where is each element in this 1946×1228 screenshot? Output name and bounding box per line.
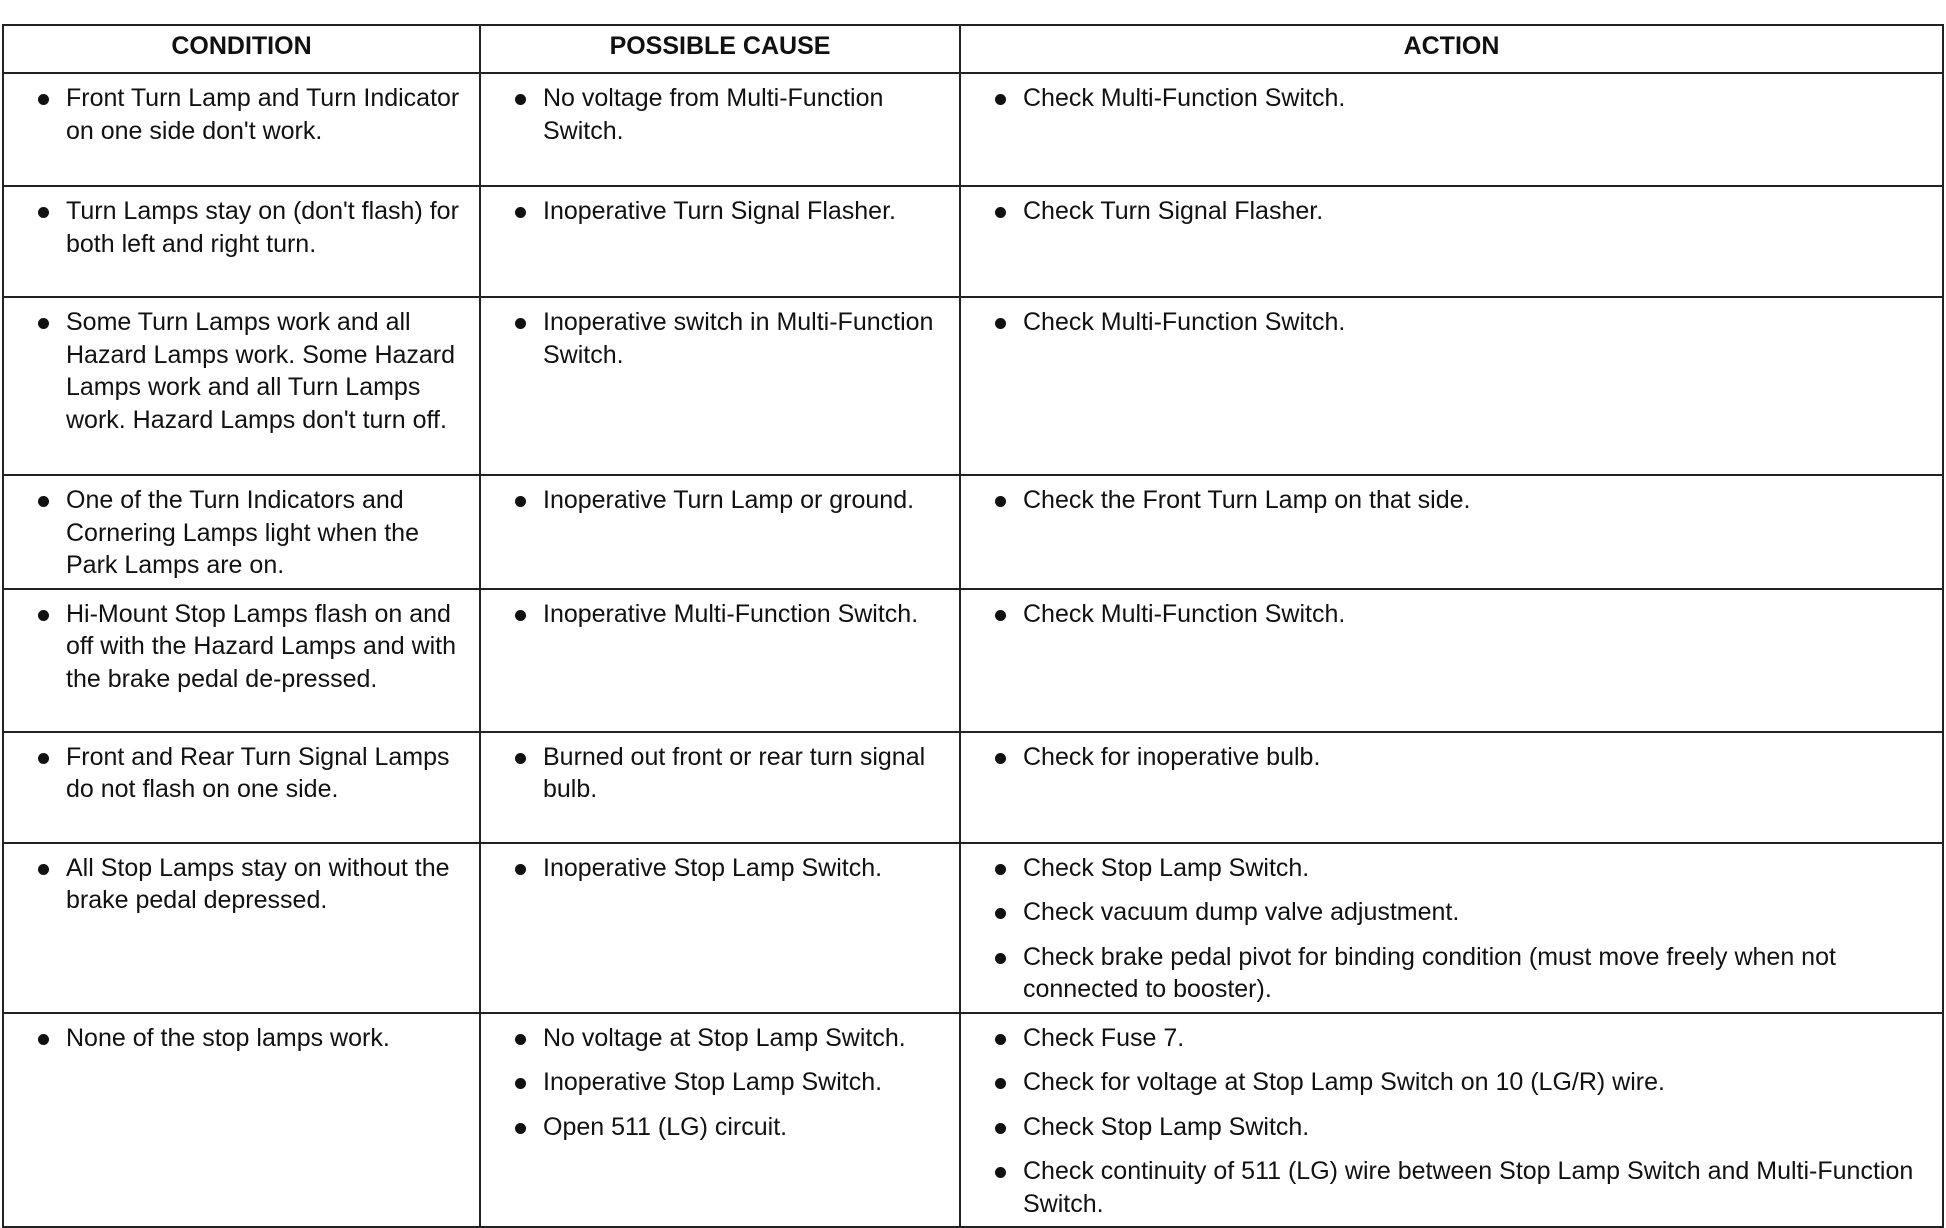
condition-cell (3, 475, 480, 589)
header-row (3, 25, 1943, 73)
condition-item: Some Turn Lamps work and all Hazard Lamps work. Some Hazard Lamps work and all Turn Lamps work. Hazard Lamps don't turn off. (4, 306, 473, 436)
action-cell (960, 475, 1943, 589)
cause-item: Inoperative Turn Signal Flasher. (481, 195, 953, 228)
cause-cell (480, 186, 960, 297)
cause-cell (480, 73, 960, 186)
table-row (3, 297, 1943, 475)
condition-item: None of the stop lamps work. (4, 1022, 473, 1055)
cause-item: Open 511 (LG) circuit. (481, 1111, 953, 1144)
table-row (3, 475, 1943, 589)
action-cell (960, 297, 1943, 475)
condition-item: Front Turn Lamp and Turn Indicator on one side don't work. (4, 82, 473, 147)
action-cell (960, 186, 1943, 297)
action-cell (960, 73, 1943, 186)
condition-cell (3, 1013, 480, 1228)
condition-cell (3, 297, 480, 475)
cause-cell (480, 475, 960, 589)
condition-cell (3, 73, 480, 186)
cause-cell (480, 1013, 960, 1228)
condition-item: Turn Lamps stay on (don't flash) for both left and right turn. (4, 195, 473, 260)
condition-header: CONDITION (3, 25, 480, 73)
action-item: Check Multi-Function Switch. (961, 306, 1936, 339)
action-cell (960, 1013, 1943, 1228)
action-item: Check Turn Signal Flasher. (961, 195, 1936, 228)
condition-item: Front and Rear Turn Signal Lamps do not flash on one side. (4, 741, 473, 806)
cause-item: Inoperative Multi-Function Switch. (481, 598, 953, 631)
condition-cell (3, 186, 480, 297)
cause-cell (480, 732, 960, 843)
action-cell (960, 589, 1943, 732)
action-item: Check Multi-Function Switch. (961, 82, 1936, 115)
cause-item: Inoperative Turn Lamp or ground. (481, 484, 953, 517)
cause-item: Burned out front or rear turn signal bulb. (481, 741, 953, 806)
cause-cell (480, 843, 960, 1013)
condition-item: One of the Turn Indicators and Cornering Lamps light when the Park Lamps are on. (4, 484, 473, 582)
condition-cell (3, 732, 480, 843)
table-row (3, 186, 1943, 297)
possible-cause-header: POSSIBLE CAUSE (480, 25, 960, 73)
action-item: Check Fuse 7. (961, 1022, 1936, 1055)
cause-item: Inoperative Stop Lamp Switch. (481, 852, 953, 885)
action-item: Check brake pedal pivot for binding condition (must move freely when not connected to booster). (961, 941, 1936, 1006)
condition-item: All Stop Lamps stay on without the brake pedal depressed. (4, 852, 473, 917)
table-row (3, 589, 1943, 732)
condition-cell (3, 843, 480, 1013)
table-row (3, 73, 1943, 186)
diagnosis-table (2, 24, 1944, 1228)
cause-item: No voltage at Stop Lamp Switch. (481, 1022, 953, 1055)
table-row (3, 843, 1943, 1013)
action-item: Check the Front Turn Lamp on that side. (961, 484, 1936, 517)
condition-cell (3, 589, 480, 732)
cause-item: No voltage from Multi-Function Switch. (481, 82, 953, 147)
cause-item: Inoperative switch in Multi-Function Switch. (481, 306, 953, 371)
cause-cell (480, 297, 960, 475)
action-item: Check for inoperative bulb. (961, 741, 1936, 774)
action-item: Check Multi-Function Switch. (961, 598, 1936, 631)
action-item: Check vacuum dump valve adjustment. (961, 896, 1936, 929)
action-item: Check Stop Lamp Switch. (961, 1111, 1936, 1144)
action-item: Check Stop Lamp Switch. (961, 852, 1936, 885)
action-cell (960, 843, 1943, 1013)
action-item: Check for voltage at Stop Lamp Switch on 10 (LG/R) wire. (961, 1066, 1936, 1099)
cause-cell (480, 589, 960, 732)
table-row (3, 1013, 1943, 1228)
action-item: Check continuity of 511 (LG) wire between Stop Lamp Switch and Multi-Function Switch. (961, 1155, 1936, 1220)
cause-item: Inoperative Stop Lamp Switch. (481, 1066, 953, 1099)
table-body (3, 73, 1943, 1227)
condition-item: Hi-Mount Stop Lamps flash on and off with the Hazard Lamps and with the brake pedal de-pressed. (4, 598, 473, 696)
table-row (3, 732, 1943, 843)
action-header: ACTION (960, 25, 1943, 73)
action-cell (960, 732, 1943, 843)
